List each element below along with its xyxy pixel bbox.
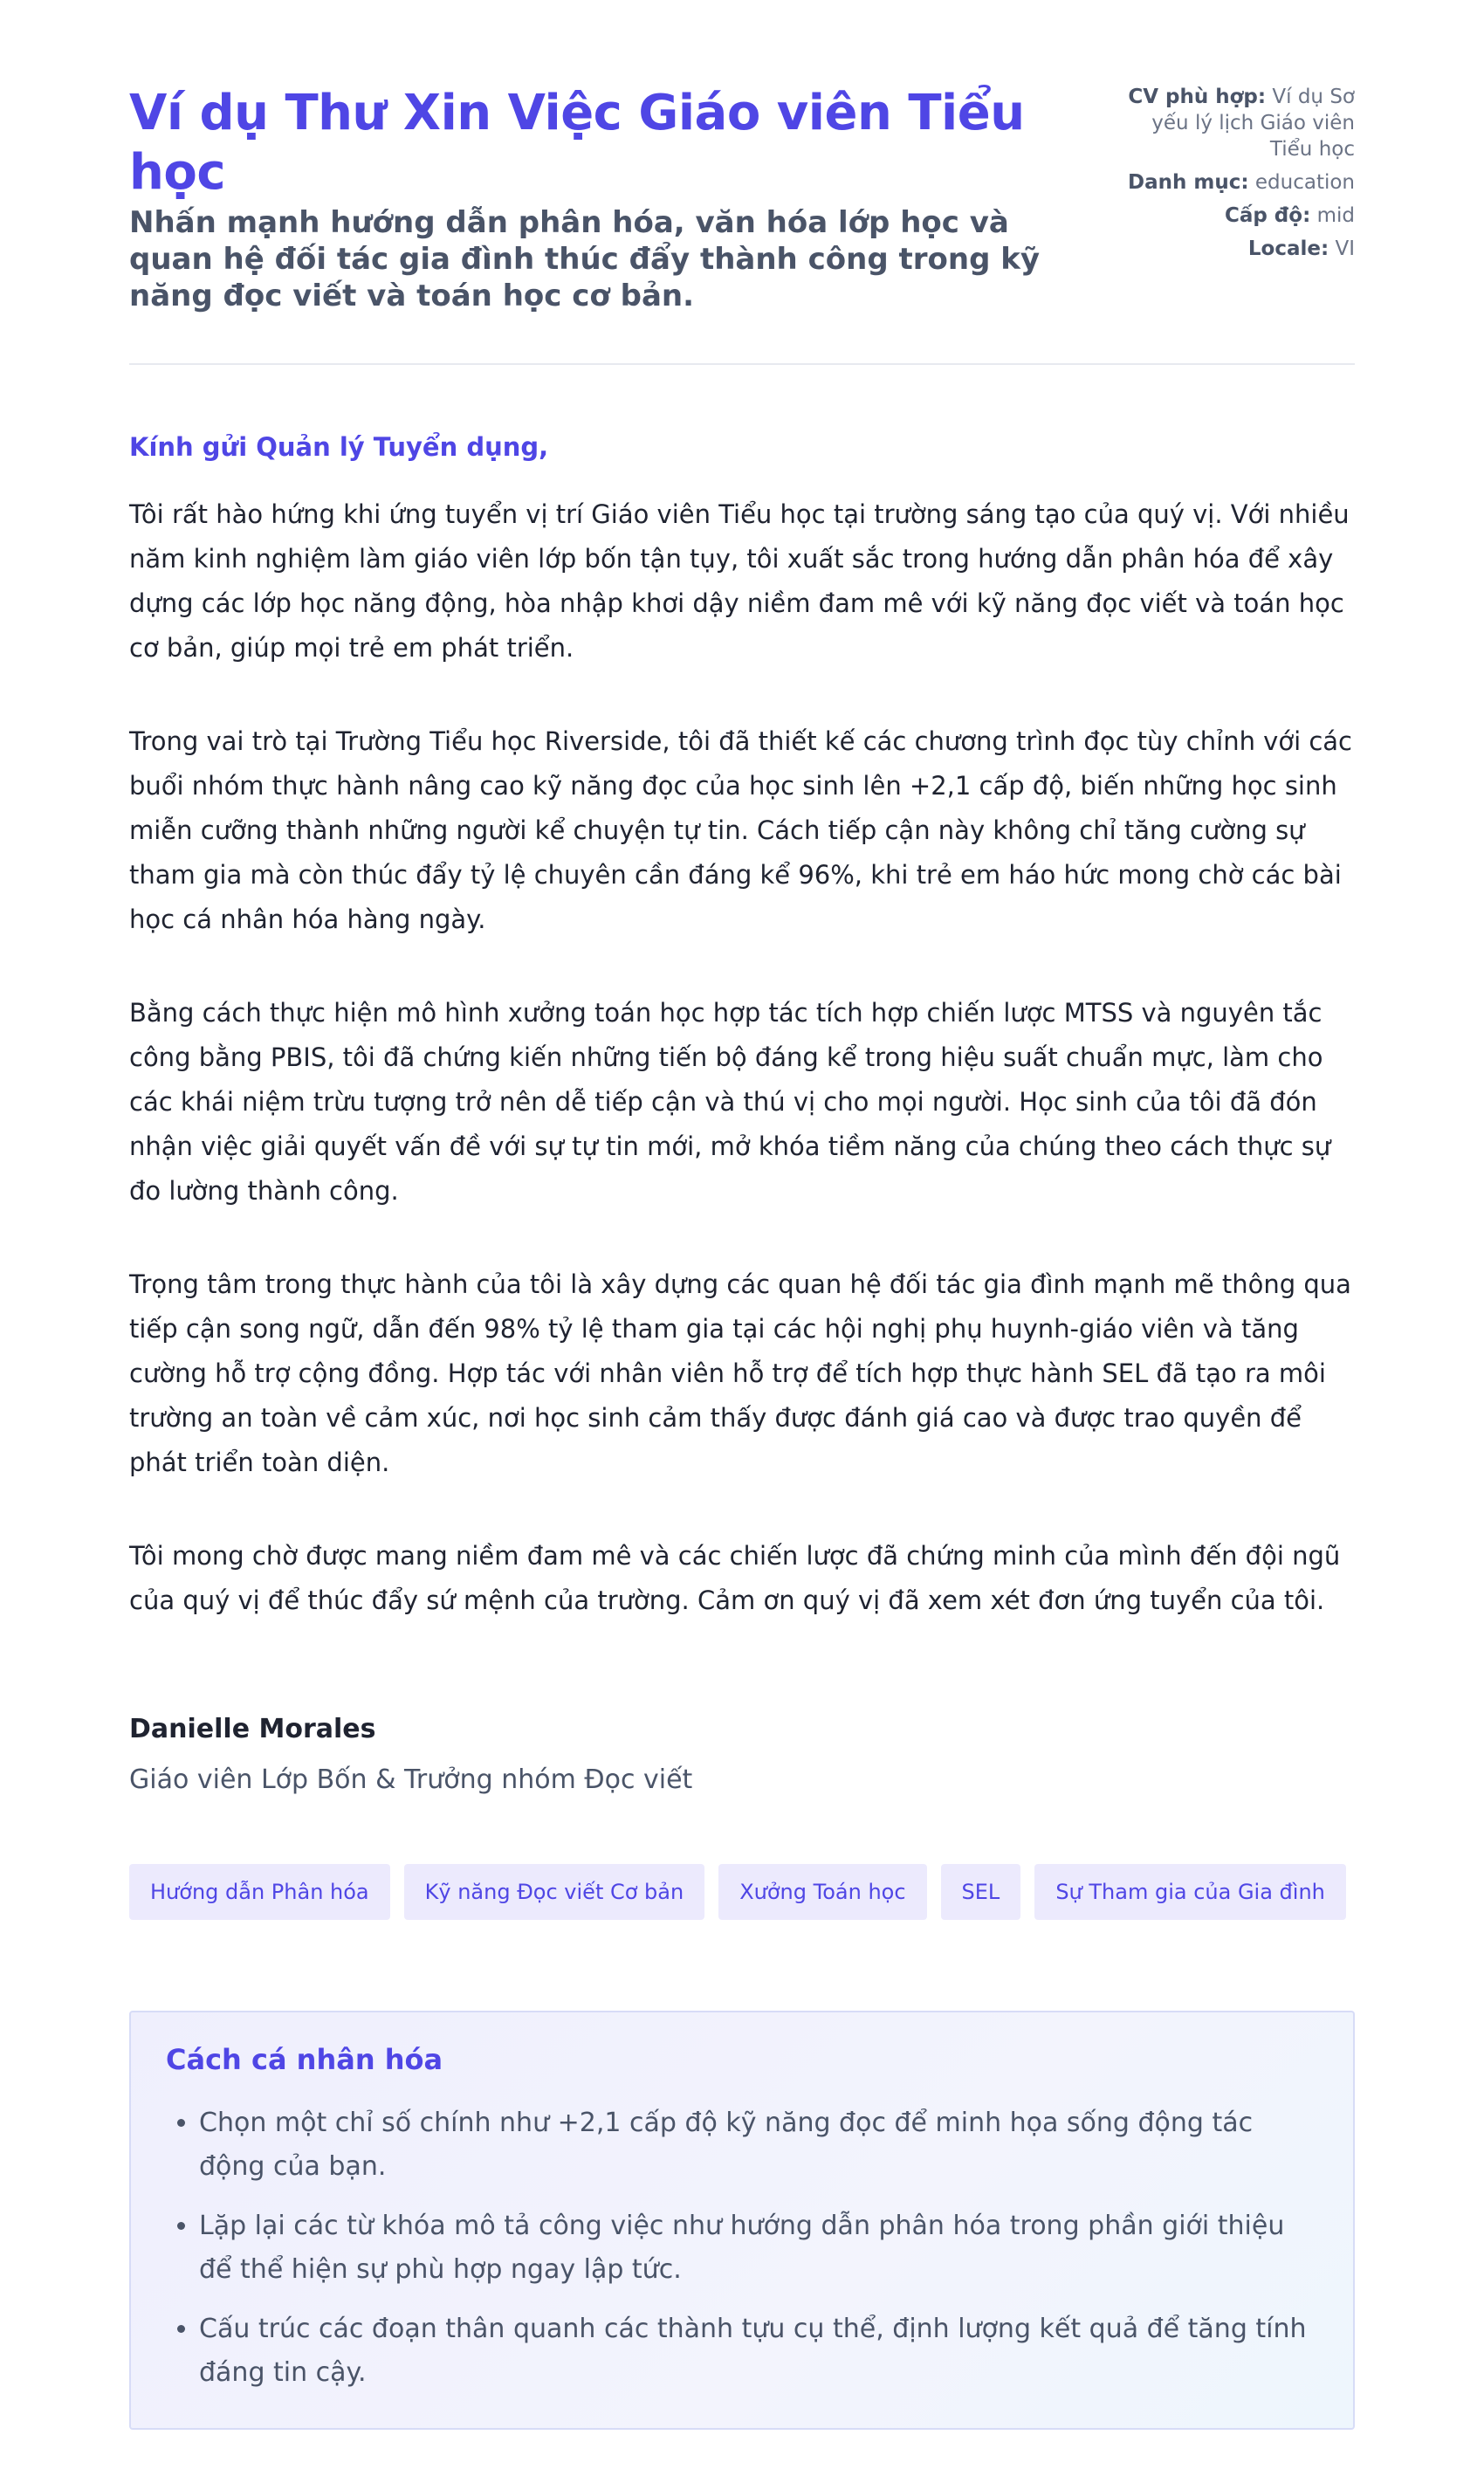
signature-role: Giáo viên Lớp Bốn & Trưởng nhóm Đọc viết: [129, 1764, 693, 1795]
meta-cv-label: CV phù hợp:: [1128, 86, 1267, 108]
skill-tag: Sự Tham gia của Gia đình: [1034, 1864, 1346, 1920]
tips-item: • Lặp lại các từ khóa mô tả công việc như hướng dẫn phân hóa trong phần giới thiệu để thể hiện sự phù hợp ngay lập tức.: [199, 2204, 1318, 2292]
tips-item: • Cấu trúc các đoạn thân quanh các thành tựu cụ thể, định lượng kết quả để tăng tính đáng tin cậy.: [199, 2308, 1318, 2395]
letter-paragraph: Trọng tâm trong thực hành của tôi là xây dựng các quan hệ đối tác gia đình mạnh mẽ thông qua tiếp cận song ngữ, dẫn đến 98% tỷ lệ tham gia tại các hội nghị phụ huynh-giáo viên và tăng cường hỗ trợ cộng đồng. Hợp tác với nhân viên hỗ trợ để tích hợp thực hành SEL đã tạo ra môi trường an toàn về cảm xúc, nơi học sinh cảm thấy được đánh giá cao và được trao quyền để phát triển toàn diện.: [129, 1269, 1351, 1477]
page-header: [129, 84, 1355, 365]
meta-level: [1128, 203, 1355, 229]
page-title: Ví dụ Thư Xin Việc Giáo viên Tiểu học: [129, 85, 1025, 201]
letter-paragraph: Trong vai trò tại Trường Tiểu học Riverside, tôi đã thiết kế các chương trình đọc tùy chỉnh với các buổi nhóm thực hành nâng cao kỹ năng đọc của học sinh lên +2,1 cấp độ, biến những học sinh miễn cưỡng thành những người kể chuyện tự tin. Cách tiếp cận này không chỉ tăng cường sự tham gia mà còn thúc đẩy tỷ lệ chuyên cần đáng kể 96%, khi trẻ em háo hức mong chờ các bài học cá nhân hóa hàng ngày.: [129, 726, 1353, 934]
meta-locale-label: Locale:: [1247, 237, 1329, 260]
cover-letter-page: [129, 0, 1355, 2430]
header-titles: [129, 84, 1072, 314]
skill-tag: Xưởng Toán học: [718, 1864, 926, 1920]
letter-greeting: Kính gửi Quản lý Tuyển dụng,: [129, 432, 549, 462]
letter-paragraph: Tôi mong chờ được mang niềm đam mê và các chiến lược đã chứng minh của mình đến đội ngũ của quý vị để thúc đẩy sứ mệnh của trường. Cảm ơn quý vị đã xem xét đơn ứng tuyển của tôi.: [129, 1541, 1341, 1615]
skill-tag: SEL: [941, 1864, 1021, 1920]
meta-locale: [1128, 236, 1355, 262]
signature-name: Danielle Morales: [129, 1714, 376, 1744]
meta-category-value: education: [1254, 171, 1355, 194]
meta-locale-value: VI: [1335, 237, 1355, 260]
meta-category-label: Danh mục:: [1128, 171, 1249, 194]
meta-level-value: mid: [1316, 204, 1355, 227]
skill-tag: Kỹ năng Đọc viết Cơ bản: [404, 1864, 705, 1920]
letter-body: [129, 430, 1355, 1798]
skill-tags: [129, 1864, 1355, 1920]
tips-title: Cách cá nhân hóa: [166, 2043, 443, 2076]
skill-tag: Hướng dẫn Phân hóa: [129, 1864, 390, 1920]
tips-item: • Chọn một chỉ số chính như +2,1 cấp độ kỹ năng đọc để minh họa sống động tác động của bạn.: [199, 2101, 1318, 2189]
meta-category: [1128, 169, 1355, 196]
meta-cv-value: Ví dụ Sơ yếu lý lịch Giáo viên Tiểu học: [1151, 86, 1355, 161]
letter-paragraph: Tôi rất hào hứng khi ứng tuyển vị trí Giáo viên Tiểu học tại trường sáng tạo của quý vị. Với nhiều năm kinh nghiệm làm giáo viên lớp bốn tận tụy, tôi xuất sắc trong hướng dẫn phân hóa để xây dựng các lớp học năng động, hòa nhập khơi dậy niềm đam mê với kỹ năng đọc viết và toán học cơ bản, giúp mọi trẻ em phát triển.: [129, 499, 1350, 663]
tips-list: [166, 2101, 1318, 2395]
letter-paragraph: Bằng cách thực hiện mô hình xưởng toán học hợp tác tích hợp chiến lược MTSS và nguyên tắc công bằng PBIS, tôi đã chứng kiến những tiến bộ đáng kể trong hiệu suất chuẩn mực, làm cho các khái niệm trừu tượng trở nên dễ tiếp cận và thú vị cho mọi người. Học sinh của tôi đã đón nhận việc giải quyết vấn đề với sự tự tin mới, mở khóa tiềm năng của chúng theo cách thực sự đo lường thành công.: [129, 998, 1331, 1206]
meta-cv: [1128, 84, 1355, 162]
personalize-tips-box: [129, 2011, 1355, 2430]
meta-level-label: Cấp độ:: [1224, 204, 1311, 227]
page-subtitle: Nhấn mạnh hướng dẫn phân hóa, văn hóa lớp học và quan hệ đối tác gia đình thúc đẩy thành công trong kỹ năng đọc viết và toán học cơ bản.: [129, 205, 1041, 313]
meta-panel: [1128, 84, 1355, 269]
